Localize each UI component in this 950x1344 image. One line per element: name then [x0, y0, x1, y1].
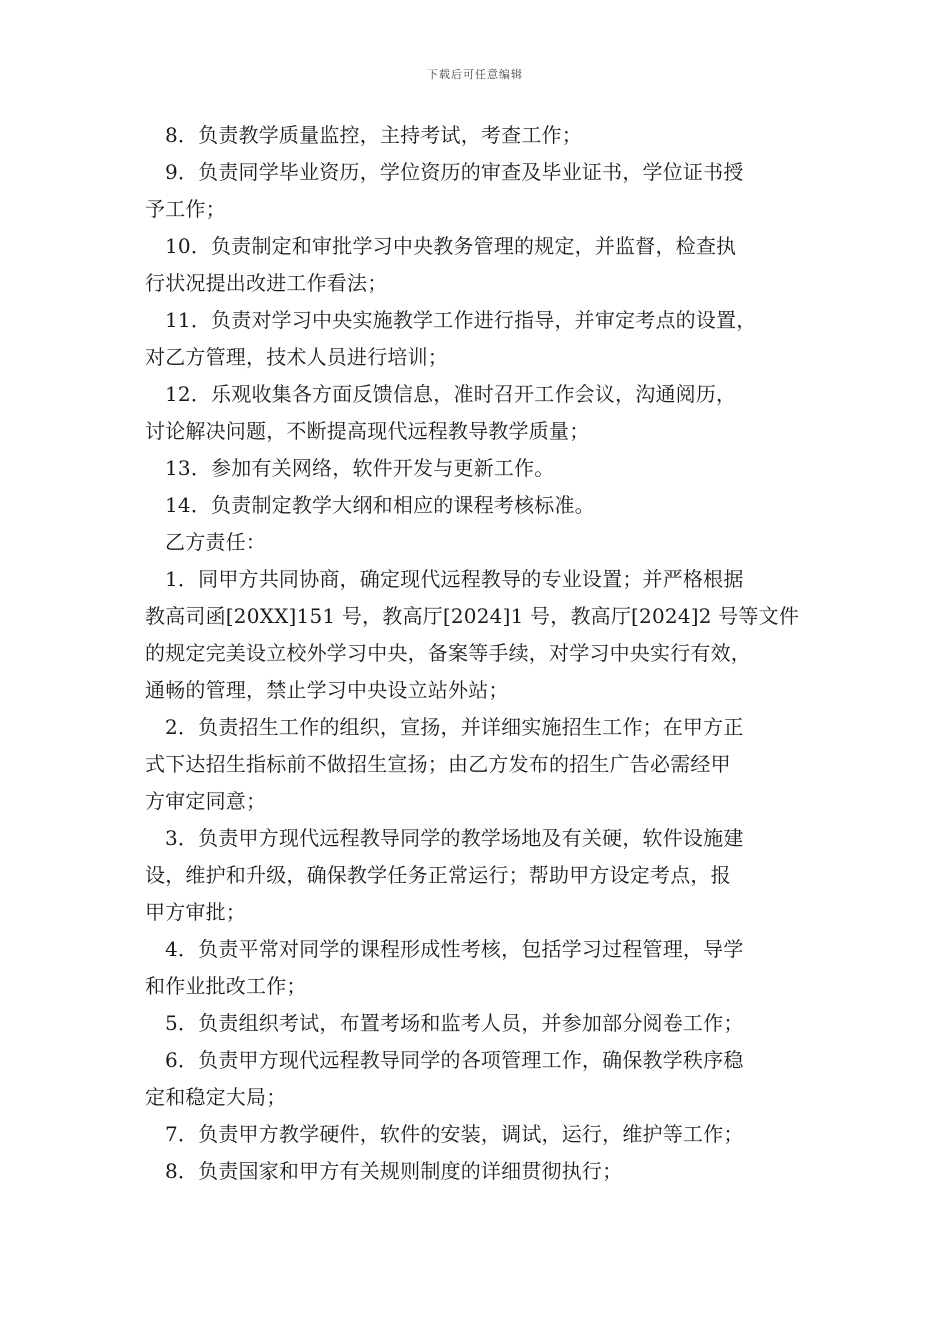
- paragraph-line: 定和稳定大局；: [145, 1085, 287, 1109]
- paragraph-line: 行状况提出改进工作看法；: [145, 271, 388, 295]
- document-body: [145, 117, 825, 1190]
- paragraph-line: 10．负责制定和审批学习中央教务管理的规定，并监督，检查执: [165, 234, 737, 258]
- paragraph-line: 和作业批改工作；: [145, 974, 307, 998]
- paragraph-line: 4．负责平常对同学的课程形成性考核，包括学习过程管理，导学: [165, 937, 744, 961]
- paragraph-line: 8．负责国家和甲方有关规则制度的详细贯彻执行；: [165, 1159, 623, 1183]
- paragraph-line: 讨论解决问题，不断提高现代远程教导教学质量；: [145, 419, 590, 443]
- paragraph-line: 通畅的管理，禁止学习中央设立站外站；: [145, 678, 509, 702]
- paragraph-line: 的规定完美设立校外学习中央，备案等手续，对学习中央实行有效，: [145, 641, 751, 665]
- paragraph-line: 9．负责同学毕业资历，学位资历的审查及毕业证书，学位证书授: [165, 160, 744, 184]
- paragraph-line: 予工作；: [145, 197, 226, 221]
- page-header: 下载后可任意编辑: [427, 68, 523, 81]
- paragraph-line: 2．负责招生工作的组织，宣扬，并详细实施招生工作；在甲方正: [165, 715, 744, 739]
- paragraph-line: 乙方责任：: [165, 530, 266, 554]
- paragraph-line: 式下达招生指标前不做招生宣扬；由乙方发布的招生广告必需经甲: [145, 752, 731, 776]
- paragraph-line: 方审定同意；: [145, 789, 267, 813]
- paragraph-line: 13．参加有关网络，软件开发与更新工作。: [165, 456, 555, 480]
- paragraph-line: 14．负责制定教学大纲和相应的课程考核标准。: [165, 493, 595, 517]
- paragraph-line: 教高司函[20XX]151 号，教高厅[2024]1 号，教高厅[2024]2 号等文件: [145, 604, 800, 628]
- paragraph-line: 对乙方管理，技术人员进行培训；: [145, 345, 448, 369]
- paragraph-line: 5．负责组织考试，布置考场和监考人员，并参加部分阅卷工作；: [165, 1011, 744, 1035]
- paragraph-line: 1．同甲方共同协商，确定现代远程教导的专业设置；并严格根据: [165, 567, 744, 591]
- paragraph-line: 12．乐观收集各方面反馈信息，准时召开工作会议，沟通阅历，: [165, 382, 737, 406]
- paragraph-line: 3．负责甲方现代远程教导同学的教学场地及有关硬，软件设施建: [165, 826, 744, 850]
- paragraph-line: 8．负责教学质量监控，主持考试，考查工作；: [165, 123, 582, 147]
- paragraph-line: 甲方审批；: [145, 900, 246, 924]
- paragraph-line: 11．负责对学习中央实施教学工作进行指导，并审定考点的设置，: [165, 308, 757, 332]
- paragraph-line: 7．负责甲方教学硬件，软件的安装，调试，运行，维护等工作；: [165, 1122, 744, 1146]
- paragraph-line: 6．负责甲方现代远程教导同学的各项管理工作，确保教学秩序稳: [165, 1048, 744, 1072]
- paragraph-line: 设，维护和升级，确保教学任务正常运行；帮助甲方设定考点，报: [145, 863, 731, 887]
